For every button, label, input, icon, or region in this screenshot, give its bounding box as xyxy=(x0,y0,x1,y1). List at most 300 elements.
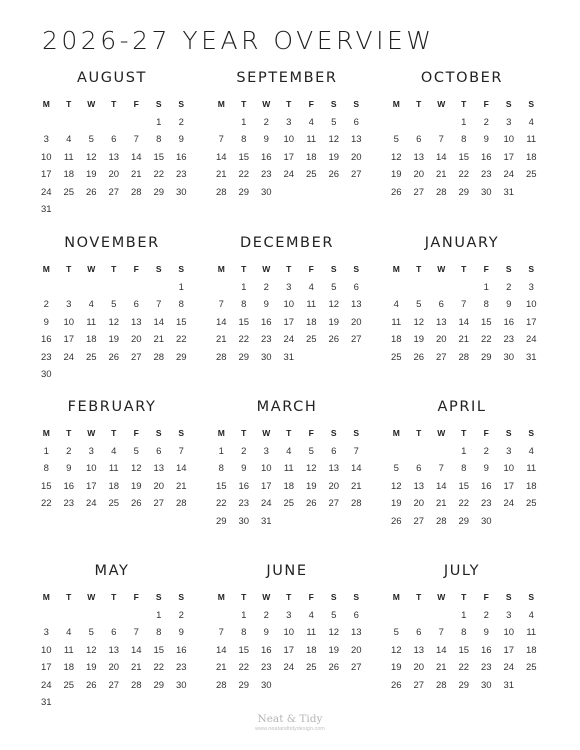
day-cell: 26 xyxy=(390,186,402,198)
empty-cell xyxy=(408,279,431,296)
day-cell: 14 xyxy=(435,480,447,492)
empty-cell xyxy=(430,279,453,296)
empty-cell xyxy=(58,114,81,131)
day-cell: 13 xyxy=(413,151,425,163)
day-cell: 29 xyxy=(238,186,250,198)
empty-cell xyxy=(408,114,431,131)
day-cell: 31 xyxy=(283,351,295,363)
day-cell: 9 xyxy=(483,627,489,639)
weekday-header: S xyxy=(178,592,185,602)
day-cell: 29 xyxy=(175,351,187,363)
day-cell: 26 xyxy=(328,169,340,181)
day-cell: 31 xyxy=(260,515,272,527)
day-cell: 2 xyxy=(263,117,269,128)
day-cell: 23 xyxy=(260,662,272,674)
day-cell: 1 xyxy=(218,446,224,457)
day-cell: 6 xyxy=(331,446,337,457)
weekday-header: M xyxy=(42,99,50,109)
day-cell: 15 xyxy=(238,316,250,328)
day-cell: 24 xyxy=(85,498,97,510)
day-cell: 5 xyxy=(331,282,337,293)
day-cell: 2 xyxy=(178,610,184,621)
weekday-header: M xyxy=(42,264,50,274)
weekday-header: W xyxy=(262,592,271,602)
day-cell: 2 xyxy=(263,282,269,293)
day-cell: 28 xyxy=(215,351,227,363)
weekday-header: F xyxy=(483,592,489,602)
day-cell: 28 xyxy=(435,186,447,198)
day-cell: 5 xyxy=(111,299,117,311)
weekday-header: T xyxy=(416,99,422,109)
month-grid xyxy=(210,94,364,201)
month-grid xyxy=(35,423,189,513)
month-grid xyxy=(35,259,189,383)
weekday-header: S xyxy=(330,99,337,109)
month-calendar xyxy=(35,233,189,383)
day-cell: 21 xyxy=(435,662,447,674)
day-cell: 9 xyxy=(178,627,184,639)
day-cell: 4 xyxy=(308,282,314,293)
day-cell: 26 xyxy=(390,679,402,691)
empty-cell xyxy=(385,443,408,460)
weekday-header: S xyxy=(155,428,162,438)
day-cell: 8 xyxy=(461,134,467,146)
day-cell: 5 xyxy=(393,463,399,475)
day-cell: 18 xyxy=(525,644,537,656)
day-cell: 11 xyxy=(86,316,97,328)
day-cell: 7 xyxy=(353,446,359,457)
day-cell: 17 xyxy=(283,644,295,656)
footer xyxy=(0,713,580,732)
weekday-header: T xyxy=(461,99,467,109)
day-cell: 22 xyxy=(238,662,250,674)
empty-cell xyxy=(80,607,103,624)
weekday-header: S xyxy=(505,428,512,438)
day-cell: 29 xyxy=(458,186,470,198)
day-cell: 13 xyxy=(350,134,362,146)
day-cell: 17 xyxy=(525,316,537,328)
day-cell: 12 xyxy=(328,299,340,311)
day-cell: 24 xyxy=(283,169,295,181)
day-cell: 30 xyxy=(175,679,187,691)
day-cell: 27 xyxy=(350,334,362,346)
day-cell: 25 xyxy=(525,498,537,510)
day-cell: 17 xyxy=(283,316,295,328)
day-cell: 29 xyxy=(153,679,165,691)
day-cell: 11 xyxy=(526,463,537,475)
day-cell: 16 xyxy=(503,316,515,328)
month-name: MARCH xyxy=(256,399,318,415)
day-cell: 19 xyxy=(305,480,317,492)
month-name: JUNE xyxy=(266,563,308,579)
day-cell: 22 xyxy=(153,169,165,181)
day-cell: 14 xyxy=(215,644,227,656)
day-cell: 19 xyxy=(390,169,402,181)
day-cell: 19 xyxy=(85,169,97,181)
weekday-header: M xyxy=(392,428,400,438)
day-cell: 17 xyxy=(63,334,75,346)
day-cell: 13 xyxy=(350,627,362,639)
day-cell: 24 xyxy=(40,679,52,691)
day-cell: 25 xyxy=(525,662,537,674)
weekday-header: M xyxy=(42,428,50,438)
weekday-header: T xyxy=(286,592,292,602)
month-calendar xyxy=(385,68,539,201)
day-cell: 5 xyxy=(393,134,399,146)
day-cell: 11 xyxy=(306,134,317,146)
day-cell: 11 xyxy=(63,644,74,656)
brand-url: www.neatandtidydesign.com xyxy=(255,726,325,732)
day-cell: 12 xyxy=(85,151,97,163)
day-cell: 25 xyxy=(305,334,317,346)
month-grid xyxy=(385,587,539,694)
empty-cell xyxy=(385,114,408,131)
day-cell: 4 xyxy=(393,299,399,311)
day-cell: 28 xyxy=(130,679,142,691)
month-grid xyxy=(35,587,189,711)
month-name: SEPTEMBER xyxy=(236,70,338,86)
empty-cell xyxy=(148,279,171,296)
weekday-header: S xyxy=(505,99,512,109)
weekday-header: T xyxy=(286,264,292,274)
day-cell: 13 xyxy=(108,644,120,656)
day-cell: 16 xyxy=(175,151,187,163)
day-cell: 29 xyxy=(458,515,470,527)
day-cell: 9 xyxy=(263,627,269,639)
day-cell: 3 xyxy=(528,282,534,293)
day-cell: 20 xyxy=(108,169,120,181)
day-cell: 14 xyxy=(215,151,227,163)
month-grid xyxy=(35,94,189,218)
day-cell: 14 xyxy=(130,151,142,163)
day-cell: 10 xyxy=(525,299,537,311)
weekday-header: F xyxy=(133,264,139,274)
day-cell: 1 xyxy=(178,282,184,293)
day-cell: 3 xyxy=(43,134,49,146)
day-cell: 25 xyxy=(305,662,317,674)
month-name: FEBRUARY xyxy=(67,399,157,415)
weekday-header: F xyxy=(483,428,489,438)
day-cell: 15 xyxy=(458,151,470,163)
day-cell: 16 xyxy=(238,480,250,492)
day-cell: 1 xyxy=(461,117,467,128)
day-cell: 4 xyxy=(528,610,534,621)
day-cell: 20 xyxy=(435,334,447,346)
day-cell: 5 xyxy=(133,446,139,457)
day-cell: 26 xyxy=(328,662,340,674)
weekday-header: M xyxy=(392,264,400,274)
day-cell: 19 xyxy=(413,334,425,346)
day-cell: 1 xyxy=(483,282,489,293)
day-cell: 4 xyxy=(66,134,72,146)
day-cell: 6 xyxy=(416,627,422,639)
weekday-header: M xyxy=(392,99,400,109)
day-cell: 11 xyxy=(108,463,119,475)
day-cell: 21 xyxy=(435,169,447,181)
empty-cell xyxy=(408,607,431,624)
day-cell: 26 xyxy=(130,498,142,510)
day-cell: 1 xyxy=(461,446,467,457)
day-cell: 30 xyxy=(480,679,492,691)
weekday-header: W xyxy=(262,99,271,109)
weekday-header: S xyxy=(528,428,535,438)
day-cell: 5 xyxy=(393,627,399,639)
day-cell: 18 xyxy=(63,662,75,674)
weekday-header: S xyxy=(353,99,360,109)
day-cell: 30 xyxy=(40,368,52,380)
month-name: JULY xyxy=(443,563,481,579)
day-cell: 4 xyxy=(308,117,314,128)
day-cell: 5 xyxy=(308,446,314,457)
day-cell: 21 xyxy=(215,334,227,346)
day-cell: 18 xyxy=(108,480,120,492)
day-cell: 4 xyxy=(528,446,534,457)
day-cell: 12 xyxy=(390,151,402,163)
day-cell: 12 xyxy=(390,644,402,656)
day-cell: 20 xyxy=(130,334,142,346)
day-cell: 8 xyxy=(241,134,247,146)
day-cell: 12 xyxy=(328,134,340,146)
day-cell: 22 xyxy=(40,498,52,510)
day-cell: 2 xyxy=(241,446,247,457)
day-cell: 25 xyxy=(283,498,295,510)
day-cell: 7 xyxy=(461,299,467,311)
day-cell: 18 xyxy=(283,480,295,492)
day-cell: 30 xyxy=(260,351,272,363)
day-cell: 23 xyxy=(480,498,492,510)
day-cell: 22 xyxy=(458,662,470,674)
weekday-header: S xyxy=(330,592,337,602)
day-cell: 22 xyxy=(458,498,470,510)
day-cell: 13 xyxy=(153,463,165,475)
day-cell: 26 xyxy=(85,186,97,198)
day-cell: 16 xyxy=(175,644,187,656)
day-cell: 26 xyxy=(305,498,317,510)
empty-cell xyxy=(385,279,408,296)
day-cell: 7 xyxy=(218,627,224,639)
day-cell: 30 xyxy=(260,186,272,198)
day-cell: 18 xyxy=(525,151,537,163)
day-cell: 6 xyxy=(111,627,117,639)
day-cell: 18 xyxy=(525,480,537,492)
day-cell: 9 xyxy=(483,134,489,146)
day-cell: 2 xyxy=(483,117,489,128)
weekday-header: F xyxy=(308,592,314,602)
day-cell: 6 xyxy=(353,117,359,128)
day-cell: 21 xyxy=(175,480,187,492)
day-cell: 24 xyxy=(503,498,515,510)
empty-cell xyxy=(453,279,476,296)
day-cell: 29 xyxy=(238,351,250,363)
weekday-header: T xyxy=(111,99,117,109)
day-cell: 30 xyxy=(480,515,492,527)
day-cell: 12 xyxy=(390,480,402,492)
day-cell: 6 xyxy=(156,446,162,457)
day-cell: 26 xyxy=(85,679,97,691)
day-cell: 24 xyxy=(503,662,515,674)
day-cell: 19 xyxy=(108,334,120,346)
day-cell: 20 xyxy=(153,480,165,492)
empty-cell xyxy=(35,114,58,131)
weekday-header: T xyxy=(286,428,292,438)
page-title: 2026-27 YEAR OVERVIEW xyxy=(42,26,435,55)
day-cell: 7 xyxy=(133,627,139,639)
day-cell: 15 xyxy=(153,151,165,163)
weekday-header: S xyxy=(353,428,360,438)
day-cell: 8 xyxy=(156,627,162,639)
day-cell: 9 xyxy=(66,463,72,475)
day-cell: 24 xyxy=(63,351,75,363)
day-cell: 31 xyxy=(40,203,52,215)
day-cell: 3 xyxy=(506,610,512,621)
day-cell: 7 xyxy=(178,446,184,457)
weekday-header: F xyxy=(308,99,314,109)
day-cell: 2 xyxy=(483,610,489,621)
day-cell: 10 xyxy=(283,299,295,311)
weekday-header: S xyxy=(528,592,535,602)
month-calendar xyxy=(210,233,364,366)
day-cell: 8 xyxy=(241,627,247,639)
empty-cell xyxy=(103,279,126,296)
day-cell: 15 xyxy=(458,644,470,656)
weekday-header: S xyxy=(155,99,162,109)
weekday-header: T xyxy=(416,264,422,274)
day-cell: 17 xyxy=(260,480,272,492)
brand-logo: Neat & Tidy xyxy=(257,713,323,725)
day-cell: 21 xyxy=(350,480,362,492)
day-cell: 9 xyxy=(483,463,489,475)
day-cell: 8 xyxy=(241,299,247,311)
day-cell: 22 xyxy=(153,662,165,674)
day-cell: 28 xyxy=(435,679,447,691)
day-cell: 12 xyxy=(130,463,142,475)
empty-cell xyxy=(210,279,233,296)
month-calendar xyxy=(385,397,539,530)
day-cell: 19 xyxy=(130,480,142,492)
day-cell: 11 xyxy=(306,627,317,639)
day-cell: 15 xyxy=(238,644,250,656)
day-cell: 16 xyxy=(260,316,272,328)
day-cell: 11 xyxy=(391,316,402,328)
day-cell: 29 xyxy=(480,351,492,363)
day-cell: 8 xyxy=(461,463,467,475)
day-cell: 8 xyxy=(43,463,49,475)
month-name: AUGUST xyxy=(76,70,148,86)
day-cell: 9 xyxy=(506,299,512,311)
day-cell: 13 xyxy=(108,151,120,163)
weekday-header: T xyxy=(461,592,467,602)
day-cell: 16 xyxy=(480,644,492,656)
day-cell: 22 xyxy=(238,334,250,346)
day-cell: 14 xyxy=(130,644,142,656)
day-cell: 31 xyxy=(503,186,515,198)
day-cell: 27 xyxy=(413,515,425,527)
day-cell: 14 xyxy=(458,316,470,328)
day-cell: 21 xyxy=(215,169,227,181)
day-cell: 18 xyxy=(85,334,97,346)
empty-cell xyxy=(125,279,148,296)
day-cell: 24 xyxy=(525,334,537,346)
weekday-header: S xyxy=(505,264,512,274)
day-cell: 10 xyxy=(283,627,295,639)
empty-cell xyxy=(125,114,148,131)
weekday-header: W xyxy=(437,428,446,438)
day-cell: 23 xyxy=(238,498,250,510)
day-cell: 2 xyxy=(483,446,489,457)
day-cell: 20 xyxy=(108,662,120,674)
month-grid xyxy=(210,259,364,366)
day-cell: 20 xyxy=(413,498,425,510)
day-cell: 21 xyxy=(435,498,447,510)
empty-cell xyxy=(103,114,126,131)
weekday-header: M xyxy=(217,428,225,438)
day-cell: 27 xyxy=(108,186,120,198)
month-grid xyxy=(210,587,364,694)
day-cell: 27 xyxy=(108,679,120,691)
day-cell: 18 xyxy=(305,151,317,163)
day-cell: 15 xyxy=(175,316,187,328)
weekday-header: T xyxy=(461,264,467,274)
day-cell: 8 xyxy=(156,134,162,146)
day-cell: 10 xyxy=(40,151,52,163)
day-cell: 19 xyxy=(85,662,97,674)
day-cell: 15 xyxy=(238,151,250,163)
weekday-header: W xyxy=(437,99,446,109)
day-cell: 2 xyxy=(178,117,184,128)
day-cell: 7 xyxy=(438,463,444,475)
day-cell: 4 xyxy=(66,627,72,639)
empty-cell xyxy=(210,114,233,131)
month-grid xyxy=(385,94,539,201)
day-cell: 10 xyxy=(503,463,515,475)
day-cell: 9 xyxy=(263,299,269,311)
day-cell: 15 xyxy=(40,480,52,492)
empty-cell xyxy=(125,607,148,624)
day-cell: 27 xyxy=(350,662,362,674)
day-cell: 8 xyxy=(218,463,224,475)
weekday-header: S xyxy=(178,264,185,274)
day-cell: 11 xyxy=(526,134,537,146)
day-cell: 12 xyxy=(413,316,425,328)
day-cell: 14 xyxy=(153,316,165,328)
month-grid xyxy=(210,423,364,530)
day-cell: 6 xyxy=(353,610,359,621)
day-cell: 12 xyxy=(305,463,317,475)
day-cell: 27 xyxy=(130,351,142,363)
weekday-header: S xyxy=(353,592,360,602)
weekday-header: M xyxy=(392,592,400,602)
weekday-header: W xyxy=(87,264,96,274)
weekday-header: S xyxy=(528,99,535,109)
month-calendar xyxy=(35,561,189,711)
empty-cell xyxy=(430,607,453,624)
day-cell: 1 xyxy=(43,446,49,457)
empty-cell xyxy=(430,443,453,460)
weekday-header: F xyxy=(133,99,139,109)
day-cell: 28 xyxy=(458,351,470,363)
day-cell: 22 xyxy=(215,498,227,510)
weekday-header: M xyxy=(217,99,225,109)
weekday-header: W xyxy=(87,428,96,438)
day-cell: 11 xyxy=(526,627,537,639)
day-cell: 7 xyxy=(218,134,224,146)
day-cell: 17 xyxy=(503,480,515,492)
day-cell: 5 xyxy=(88,134,94,146)
weekday-header: T xyxy=(111,264,117,274)
month-name: DECEMBER xyxy=(239,235,335,251)
weekday-header: S xyxy=(178,428,185,438)
weekday-header: W xyxy=(437,592,446,602)
